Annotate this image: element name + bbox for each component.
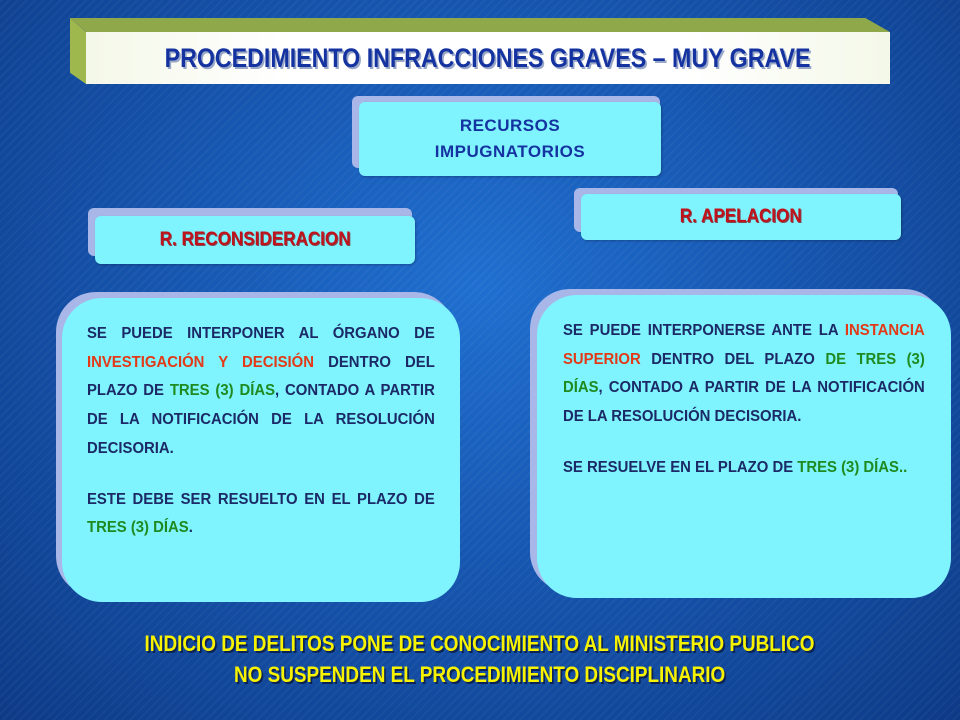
bottom-note-line-2-text: NO SUSPENDEN EL PROCEDIMIENTO DISCIPLINARIO — [234, 662, 726, 687]
apelacion-p1-text-c: DENTRO DEL PLAZO — [640, 350, 826, 368]
apelacion-p1-text-a: SE PUEDE INTERPONERSE ANTE LA — [563, 322, 845, 339]
reconsideracion-p1-text-c: DENTRO DEL PLAZO DE — [87, 353, 435, 400]
reconsideracion-p1-highlight-organ: INVESTIGACIÓN Y DECISIÓN — [87, 353, 314, 371]
reconsideracion-label-box — [95, 216, 415, 264]
apelacion-p1-text-e: , CONTADO A PARTIR DE LA NOTIFICACIÓN DE LA RESOLUCIÓN DECISORIA. — [563, 379, 925, 426]
reconsideracion-label: R. RECONSIDERACION — [159, 229, 351, 250]
apelacion-p2-highlight-days: TRES (3) DÍAS.. — [797, 458, 908, 476]
page-title: PROCEDIMIENTO INFRACCIONES GRAVES – MUY GRAVE — [165, 42, 811, 73]
reconsideracion-p1-highlight-days: TRES (3) DÍAS — [169, 382, 276, 400]
apelacion-p2-text-a: SE RESUELVE EN EL PLAZO DE — [563, 458, 798, 476]
bottom-note-line-1-text: INDICIO DE DELITOS PONE DE CONOCIMIENTO AL MINISTERIO PUBLICO — [145, 631, 815, 656]
apelacion-p1-highlight-days: DE TRES (3) DÍAS — [563, 350, 925, 397]
title-banner-bevel-top — [70, 18, 890, 32]
reconsideracion-text — [87, 320, 435, 543]
bottom-note-line-1 — [0, 628, 960, 659]
apelacion-label: R. APELACION — [680, 206, 802, 227]
apelacion-paragraph-2 — [563, 454, 925, 483]
reconsideracion-p1-text-e: , CONTADO A PARTIR DE LA NOTIFICACIÓN DE LA RESOLUCIÓN DECISORIA. — [87, 382, 435, 457]
bottom-note — [0, 628, 960, 690]
apelacion-paragraph-1 — [563, 317, 925, 432]
reconsideracion-paragraph-1 — [87, 320, 435, 464]
recursos-line2: IMPUGNATORIOS — [434, 142, 586, 161]
reconsideracion-paragraph-2 — [87, 486, 435, 543]
recursos-line1: RECURSOS — [459, 116, 561, 135]
bottom-note-line-2 — [0, 659, 960, 690]
apelacion-text — [563, 317, 925, 483]
reconsideracion-p2-text-c: . — [188, 519, 193, 537]
apelacion-p1-highlight-instance: INSTANCIA SUPERIOR — [563, 322, 925, 368]
reconsideracion-p2-highlight-days: TRES (3) DÍAS — [87, 519, 189, 537]
reconsideracion-panel — [62, 298, 460, 602]
apelacion-label-box — [581, 194, 901, 240]
apelacion-panel — [537, 295, 951, 598]
reconsideracion-p2-text-a: ESTE DEBE SER RESUELTO EN EL PLAZO DE — [87, 490, 435, 508]
title-banner — [86, 32, 890, 84]
reconsideracion-p1-text-a: SE PUEDE INTERPONER AL ÓRGANO DE — [87, 325, 435, 342]
recursos-box — [359, 102, 661, 176]
